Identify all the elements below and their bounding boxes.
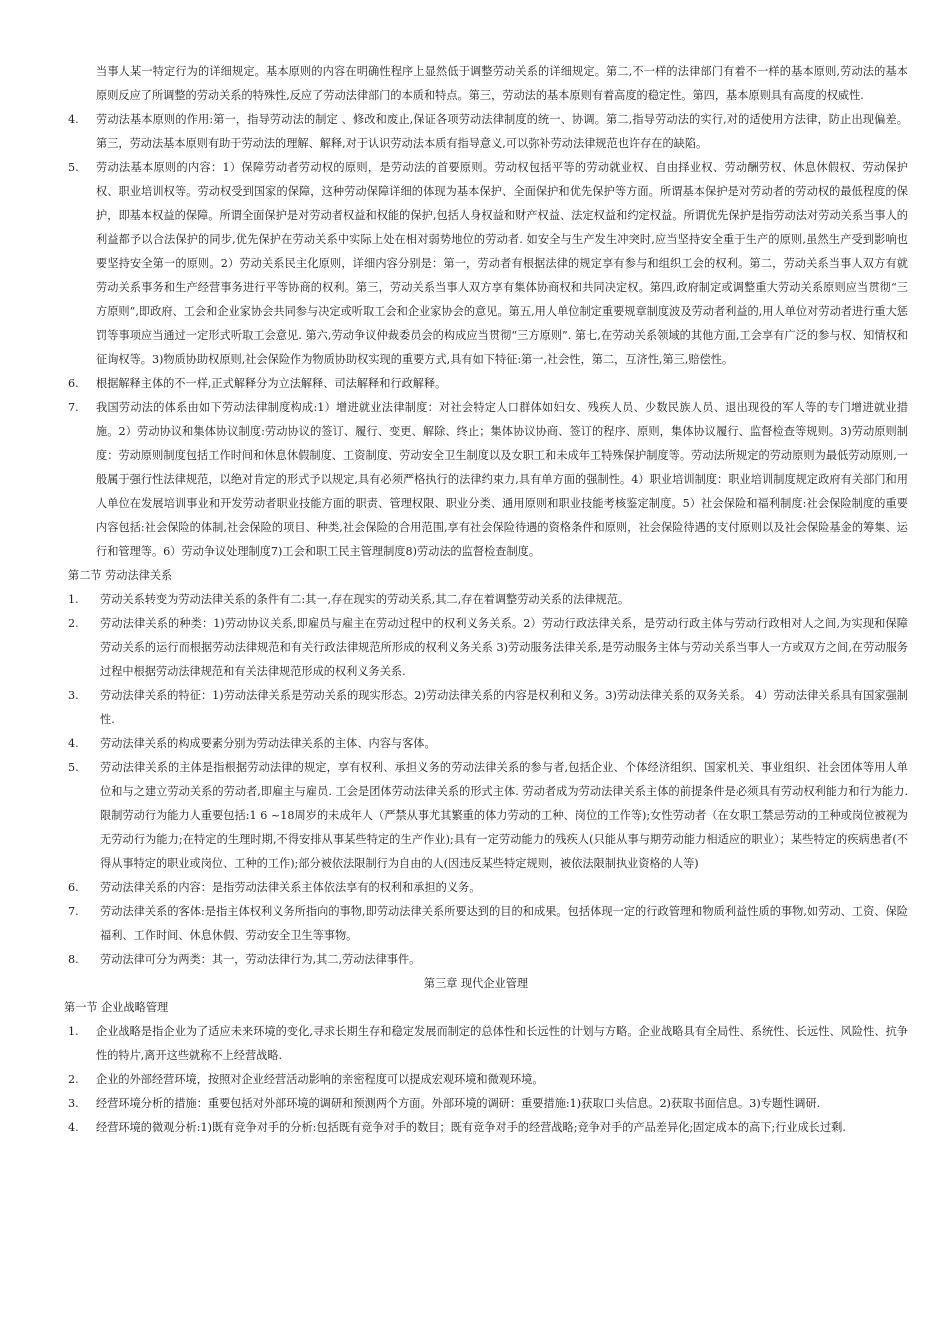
- item-number: 2.: [68, 1073, 79, 1086]
- item-number: 4.: [68, 1121, 79, 1134]
- item-text: 劳动法律关系的特征：1)劳动法律关系是劳动关系的现实形态。2)劳动法律关系的内容是权利和义务。3)劳动法律关系的双务关系。 4）劳动法律关系具有国家强制性.: [100, 689, 908, 726]
- list-item: [64, 948, 908, 972]
- item-number: 5.: [68, 761, 79, 774]
- item-text: 企业战略是指企业为了适应未来环境的变化,寻求长期生存和稳定发展而制定的总体性和长远性的计划与方略。企业战略具有全局性、系统性、长远性、风险性、抗争性的特片,离开这些就称不上经营战略.: [96, 1025, 908, 1062]
- item-number: 6.: [68, 377, 79, 390]
- item-text: 劳动法基本原则的作用:第一，指导劳动法的制定 、修改和废止,保证各项劳动法律制度的统一、协调。第二,指导劳动法的实行,对的适使用方法律，防止出现偏差。第三，劳动法基本原则有助于劳动法的理解、解释,对于认识劳动法本质有指导意义,可以弥补劳动法律规范也许存在的缺陷。: [96, 113, 908, 150]
- item-number: 7.: [68, 905, 79, 918]
- list-item: [64, 684, 908, 732]
- labor-legal-relation-list: [64, 588, 908, 972]
- item-number: 8.: [68, 953, 79, 966]
- item-number: 6.: [68, 881, 79, 894]
- item-number: 2.: [68, 617, 79, 630]
- list-item: [64, 156, 908, 372]
- list-item: [64, 756, 908, 876]
- item-text: 经营环境分析的措施：重要包括对外部环境的调研和预测两个方面。外部环境的调研：重要措施:1)获取口头信息。2)获取书面信息。3)专题性调研.: [96, 1097, 821, 1110]
- item-text: 根据解释主体的不一样,正式解释分为立法解释、司法解释和行政解释。: [96, 377, 447, 390]
- item-text: 劳动法基本原则的内容：1）保障劳动者劳动权的原则，是劳动法的首要原则。劳动权包括平等的劳动就业权、自由择业权、劳动酬劳权、休息休假权、劳动保护权、职业培训权等。劳动权受到国家的保障，这种劳动保障详细的体现为基本保护、全面保护和优先保护等方面。所谓基本保护是对劳动者的劳动权的最低程度的保护，即基本权益的保障。所谓全面保护是对劳动者权益和权能的保护,包括人身权益和财产权益、法定权益和约定权益。所谓优先保护是指劳动法对劳动关系当事人的利益都予以合法保护的同步,优先保护在劳动关系中实际上处在相对弱势地位的劳动者. 如安全与生产发生冲突时,应当坚持安全重于生产的原则,虽然生产受到影响也要坚持安全第一的原则。2）劳动关系民主化原则，详细内容分别是：第一，劳动者有根据法律的规定享有参与和组织工会的权利。第二，劳动关系当事人双方有就劳动关系事务和生产经营事务进行平等协商的权利。第三，劳动关系当事人双方享有集体协商权和共同决定权。第四,政府制定或调整重大劳动关系原则应当贯彻“三方原则”,即政府、工会和企业家协会共同参与决定或听取工会和企业家协会的意见。第五,用人单位制定重要规章制度波及劳动者利益的,用人单位对劳动者进行重大惩罚等事项应当通过一定形式听取工会意见. 第六,劳动争议仲裁委员会的构成应当贯彻“三方原则”. 第七,在劳动关系领域的其他方面,工会享有广泛的参与权、知情权和征询权等。3)物质协助权原则,社会保险作为物质协助权实现的重要方式,具有如下特征:第一,社会性，第二，互济性,第三,赔偿性。: [96, 161, 908, 366]
- item-text: 经营环境的微观分析:1)既有竞争对手的分析:包括既有竞争对手的数目；既有竞争对手的经营战略;竞争对手的产品差异化;固定成本的高下;行业成长过剩.: [96, 1121, 846, 1134]
- list-item: [64, 108, 908, 156]
- item-number: 3.: [68, 689, 79, 702]
- item-text: 劳动法律关系的客体:是指主体权利义务所指向的事物,即劳动法律关系所要达到的目的和成果。包括体现一定的行政管理和物质利益性质的事物,如劳动、工资、保险福利、工作时间、休息休假、劳动安全卫生等事物。: [100, 905, 908, 942]
- list-item: [64, 900, 908, 948]
- item-number: 4.: [68, 113, 79, 126]
- list-item: [64, 1068, 908, 1092]
- item-text: 劳动法律可分为两类：其一，劳动法律行为,其二,劳动法律事件。: [100, 953, 421, 966]
- list-item: [64, 1116, 908, 1140]
- item-number: 7.: [68, 401, 79, 414]
- item-text: 劳动法律关系的构成要素分别为劳动法律关系的主体、内容与客体。: [100, 737, 436, 750]
- paragraph-continuation: 当事人某一特定行为的详细规定。基本原则的内容在明确性程序上显然低于调整劳动关系的详细规定。第二,不一样的法律部门有着不一样的基本原则,劳动法的基本原则反应了所调整的劳动关系的特殊性,反应了劳动法律部门的本质和特点。第三，劳动法的基本原则有着高度的稳定性。第四，基本原则具有高度的权威性.: [96, 65, 908, 102]
- item-number: 4.: [68, 737, 79, 750]
- strategy-management-list: [64, 1020, 908, 1140]
- list-item: [64, 612, 908, 684]
- item-text: 劳动法律关系的种类：1)劳动协议关系,即雇员与雇主在劳动过程中的权利义务关系。2）劳动行政法律关系，是劳动行政主体与劳动行政相对人之间,为实现和保障劳动关系的运行而根据劳动法律规范和有关行政法律规范所形成的权利义务关系 3)劳动服务法律关系,是劳动服务主体与劳动关系当事人一方或双方之间,在劳动服务过程中根据劳动法律规范和有关法律规范形成的权利义务关系.: [100, 617, 908, 678]
- list-item: [64, 588, 908, 612]
- item-number: 5.: [68, 161, 79, 174]
- principles-list: [64, 108, 908, 564]
- list-item: [64, 372, 908, 396]
- item-text: 企业的外部经营环境，按照对企业经营活动影响的亲密程度可以提成宏观环境和微观环境。: [96, 1073, 544, 1086]
- list-item: [64, 1020, 908, 1068]
- item-number: 3.: [68, 1097, 79, 1110]
- list-item: [64, 732, 908, 756]
- list-item: [64, 876, 908, 900]
- section-heading: 第一节 企业战略管理: [64, 1001, 169, 1014]
- item-text: 劳动法律关系的内容：是指劳动法律关系主体依法享有的权利和承担的义务。: [100, 881, 481, 894]
- item-number: 1.: [68, 1025, 79, 1038]
- item-number: 1.: [68, 593, 79, 606]
- item-text: 我国劳动法的体系由如下劳动法律制度构成:1）增进就业法律制度：对社会特定人口群体如妇女、残疾人员、少数民族人员、退出现役的军人等的专门增进就业措施。2）劳动协议和集体协议制度:劳动协议的签订、履行、变更、解除、终止；集体协议协商、签订的程序、原则，集体协议履行、监督检查等规则。3)劳动原则制度：劳动原则制度包括工作时间和休息休假制度、工资制度、劳动安全卫生制度以及女职工和未成年工特殊保护制度等。劳动法所规定的劳动原则为最低劳动原则,一般属于强行性法律规范，以绝对肯定的形式予以规定,具有必须严格执行的法律约束力,具有单方面的强制性。4）职业培训制度：职业培训制度规定政府有关部门和用人单位在发展培训事业和开发劳动者职业技能方面的职责、管理权限、职业分类、通用原则和职业技能考核鉴定制度。5）社会保险和福利制度:社会保险制度的重要内容包括:社会保险的体制,社会保险的项目、种类,社会保险的合用范围,享有社会保险待遇的资格条件和原则，社会保险待遇的支付原则以及社会保险基金的筹集、运行和管理等。6）劳动争议处理制度7)工会和职工民主管理制度8)劳动法的监督检查制度。: [96, 401, 908, 558]
- chapter-heading: 第三章 现代企业管理: [423, 977, 529, 990]
- list-item: [64, 1092, 908, 1116]
- section-heading: 第二节 劳动法律关系: [68, 569, 173, 582]
- item-text: 劳动法律关系的主体是指根据劳动法律的规定，享有权利、承担义务的劳动法律关系的参与者,包括企业、个体经济组织、国家机关、事业组织、社会团体等用人单位和与之建立劳动关系的劳动者,即雇主与雇员. 工会是团体劳动法律关系的形式主体. 劳动者成为劳动法律关系主体的前提条件是必须具有劳动权利能力和行为能力.限制劳动行为能力人重要包括:1 6 ~18周岁的未成年人（严禁从事尤其繁重的体力劳动的工种、岗位的工作等);女性劳动者（在女职工禁忌劳动的工种或岗位被视为无劳动行为能力;在特定的生理时期,不得安排从事某些特定的生产作业);具有一定劳动能力的残疾人(只能从事与期劳动能力相适应的职业）；某些特定的疾病患者(不得从事特定的职业或岗位、工种的工作);部分被依法限制行为自由的人(因违反某些特定规则，被依法限制执业资格的人等): [100, 761, 908, 870]
- item-text: 劳动关系转变为劳动法律关系的条件有二:其一,存在现实的劳动关系,其二,存在着调整劳动关系的法律规范。: [100, 593, 630, 606]
- list-item: [64, 396, 908, 564]
